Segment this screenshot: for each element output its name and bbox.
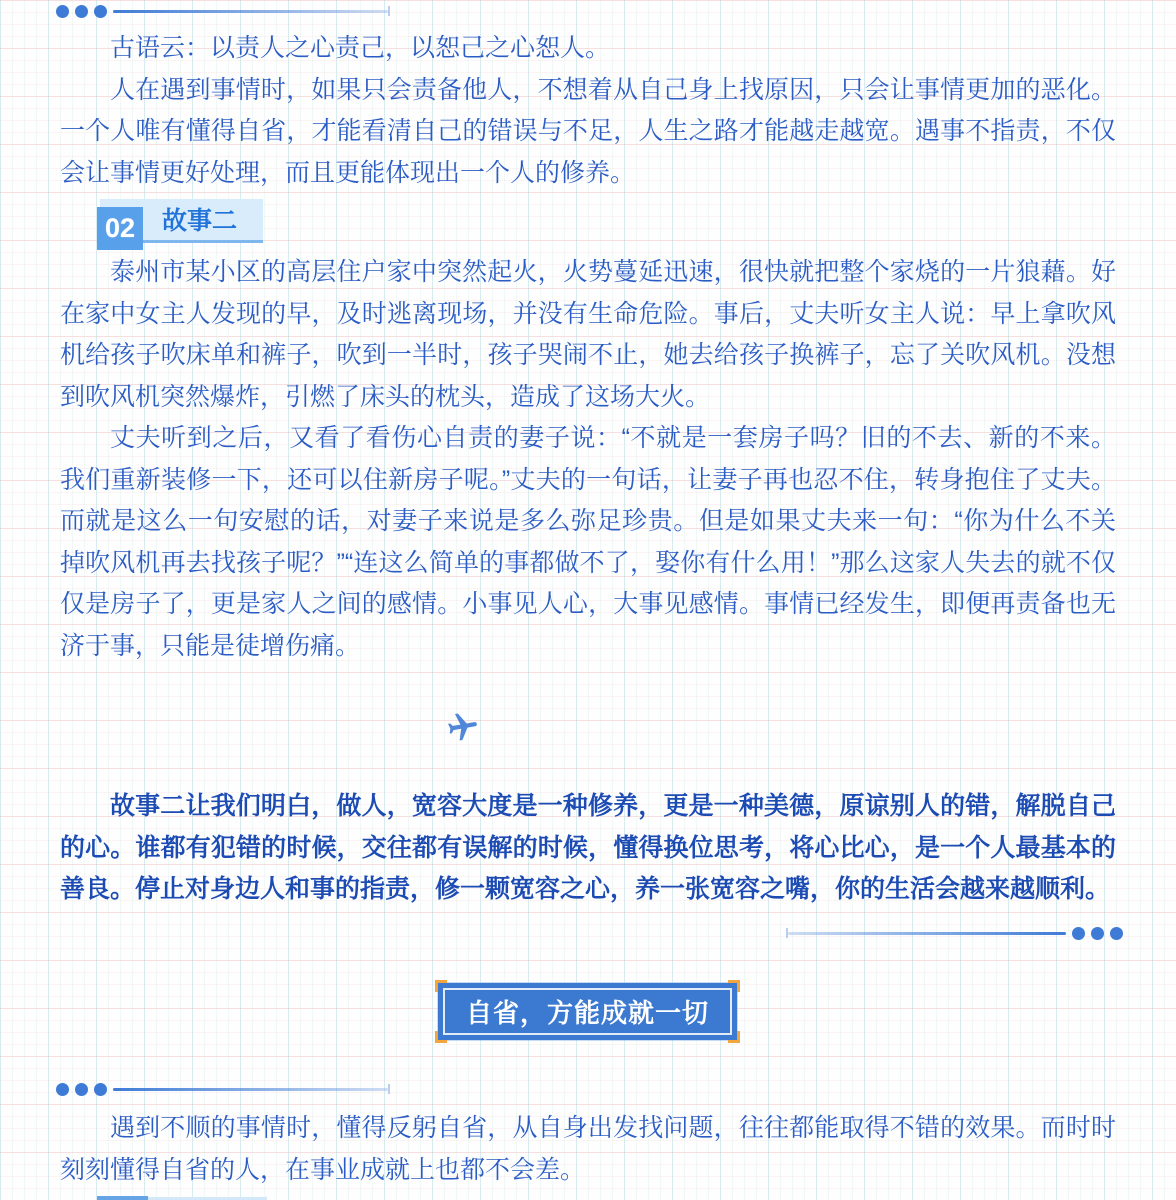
- dot-icon: [1110, 927, 1123, 940]
- outro-paragraph: 遇到不顺的事情时，懂得反躬自省，从自身出发找问题，往往都能取得不错的效果。而时时刻刻懂得自省的人，在事业成就上也都不会差。: [60, 1114, 1116, 1184]
- dot-icon: [94, 5, 107, 18]
- divider-line: [113, 1088, 388, 1091]
- section-number: 02: [97, 207, 143, 250]
- divider-top-left: [56, 4, 390, 18]
- intro-paragraph-2: 人在遇到事情时，如果只会责备他人，不想着从自己身上找原因，只会让事情更加的恶化。一个人唯有懂得自省，才能看清自己的错误与不足，人生之路才能越走越宽。遇事不指责，不仅会让事情更好处理，而且更能体现出一个人的修养。: [60, 75, 1116, 187]
- story-paragraph-1: 泰州市某小区的高层住户家中突然起火，火势蔓延迅速，很快就把整个家烧的一片狼藉。好在家中女主人发现的早，及时逃离现场，并没有生命危险。事后，丈夫听女主人说：早上拿吹风机给孩子吹床单和裤子，吹到一半时，孩子哭闹不止，她去给孩子换裤子，忘了关吹风机。没想到吹风机突然爆炸，引燃了床头的枕头，造成了这场大火。: [60, 258, 1116, 411]
- story-paragraph-2: 丈夫听到之后，又看了看伤心自责的妻子说：“不就是一套房子吗？旧的不去、新的不来。我们重新装修一下，还可以住新房子呢。”丈夫的一句话，让妻子再也忍不住，转身抱住了丈夫。而就是这么一句安慰的话，对妻子来说是多么弥足珍贵。但是如果丈夫来一句：“你为什么不关掉吹风机再去找孩子呢？”“连这么简单的事都做不了，娶你有什么用！”那么这家人失去的就不仅仅是房子了，更是家人之间的感情。小事见人心，大事见感情。事情已经发生，即便再责备也无济于事，只能是徒增伤痛。: [60, 424, 1116, 660]
- plane-icon: [446, 710, 480, 744]
- divider-bottom-left: [56, 1082, 390, 1096]
- corner-accent-icon: [435, 980, 447, 992]
- section-title: 故事二: [162, 207, 238, 235]
- divider-line: [788, 932, 1066, 935]
- next-section-badge-partial: [97, 1196, 148, 1200]
- outro-text: [60, 1108, 1116, 1191]
- moral-text: [60, 786, 1116, 911]
- dot-icon: [75, 1083, 88, 1096]
- intro-text: [60, 28, 1116, 194]
- dot-icon: [56, 5, 69, 18]
- line-end-tick: [388, 1084, 390, 1094]
- dot-icon: [94, 1083, 107, 1096]
- dot-icon: [1091, 927, 1104, 940]
- moral-paragraph: 故事二让我们明白，做人，宽容大度是一种修养，更是一种美德，原谅别人的错，解脱自己的心。谁都有犯错的时候，交往都有误解的时候，懂得换位思考，将心比心，是一个人最基本的善良。停止对身边人和事的指责，修一颗宽容之心，养一张宽容之嘴，你的生活会越来越顺利。: [60, 792, 1116, 903]
- section-badge: [97, 199, 297, 250]
- story-text: [60, 252, 1116, 667]
- dot-icon: [56, 1083, 69, 1096]
- corner-accent-icon: [728, 980, 740, 992]
- dot-icon: [1072, 927, 1085, 940]
- line-end-tick: [388, 6, 390, 16]
- dot-icon: [75, 5, 88, 18]
- banner-title: 自省，方能成就一切: [465, 998, 709, 1028]
- divider-right: [786, 926, 1123, 940]
- divider-line: [113, 10, 388, 13]
- corner-accent-icon: [435, 1031, 447, 1043]
- corner-accent-icon: [728, 1031, 740, 1043]
- intro-paragraph-1: 古语云：以责人之心责己，以恕己之心恕人。: [110, 34, 611, 62]
- highlight-banner: [438, 983, 737, 1040]
